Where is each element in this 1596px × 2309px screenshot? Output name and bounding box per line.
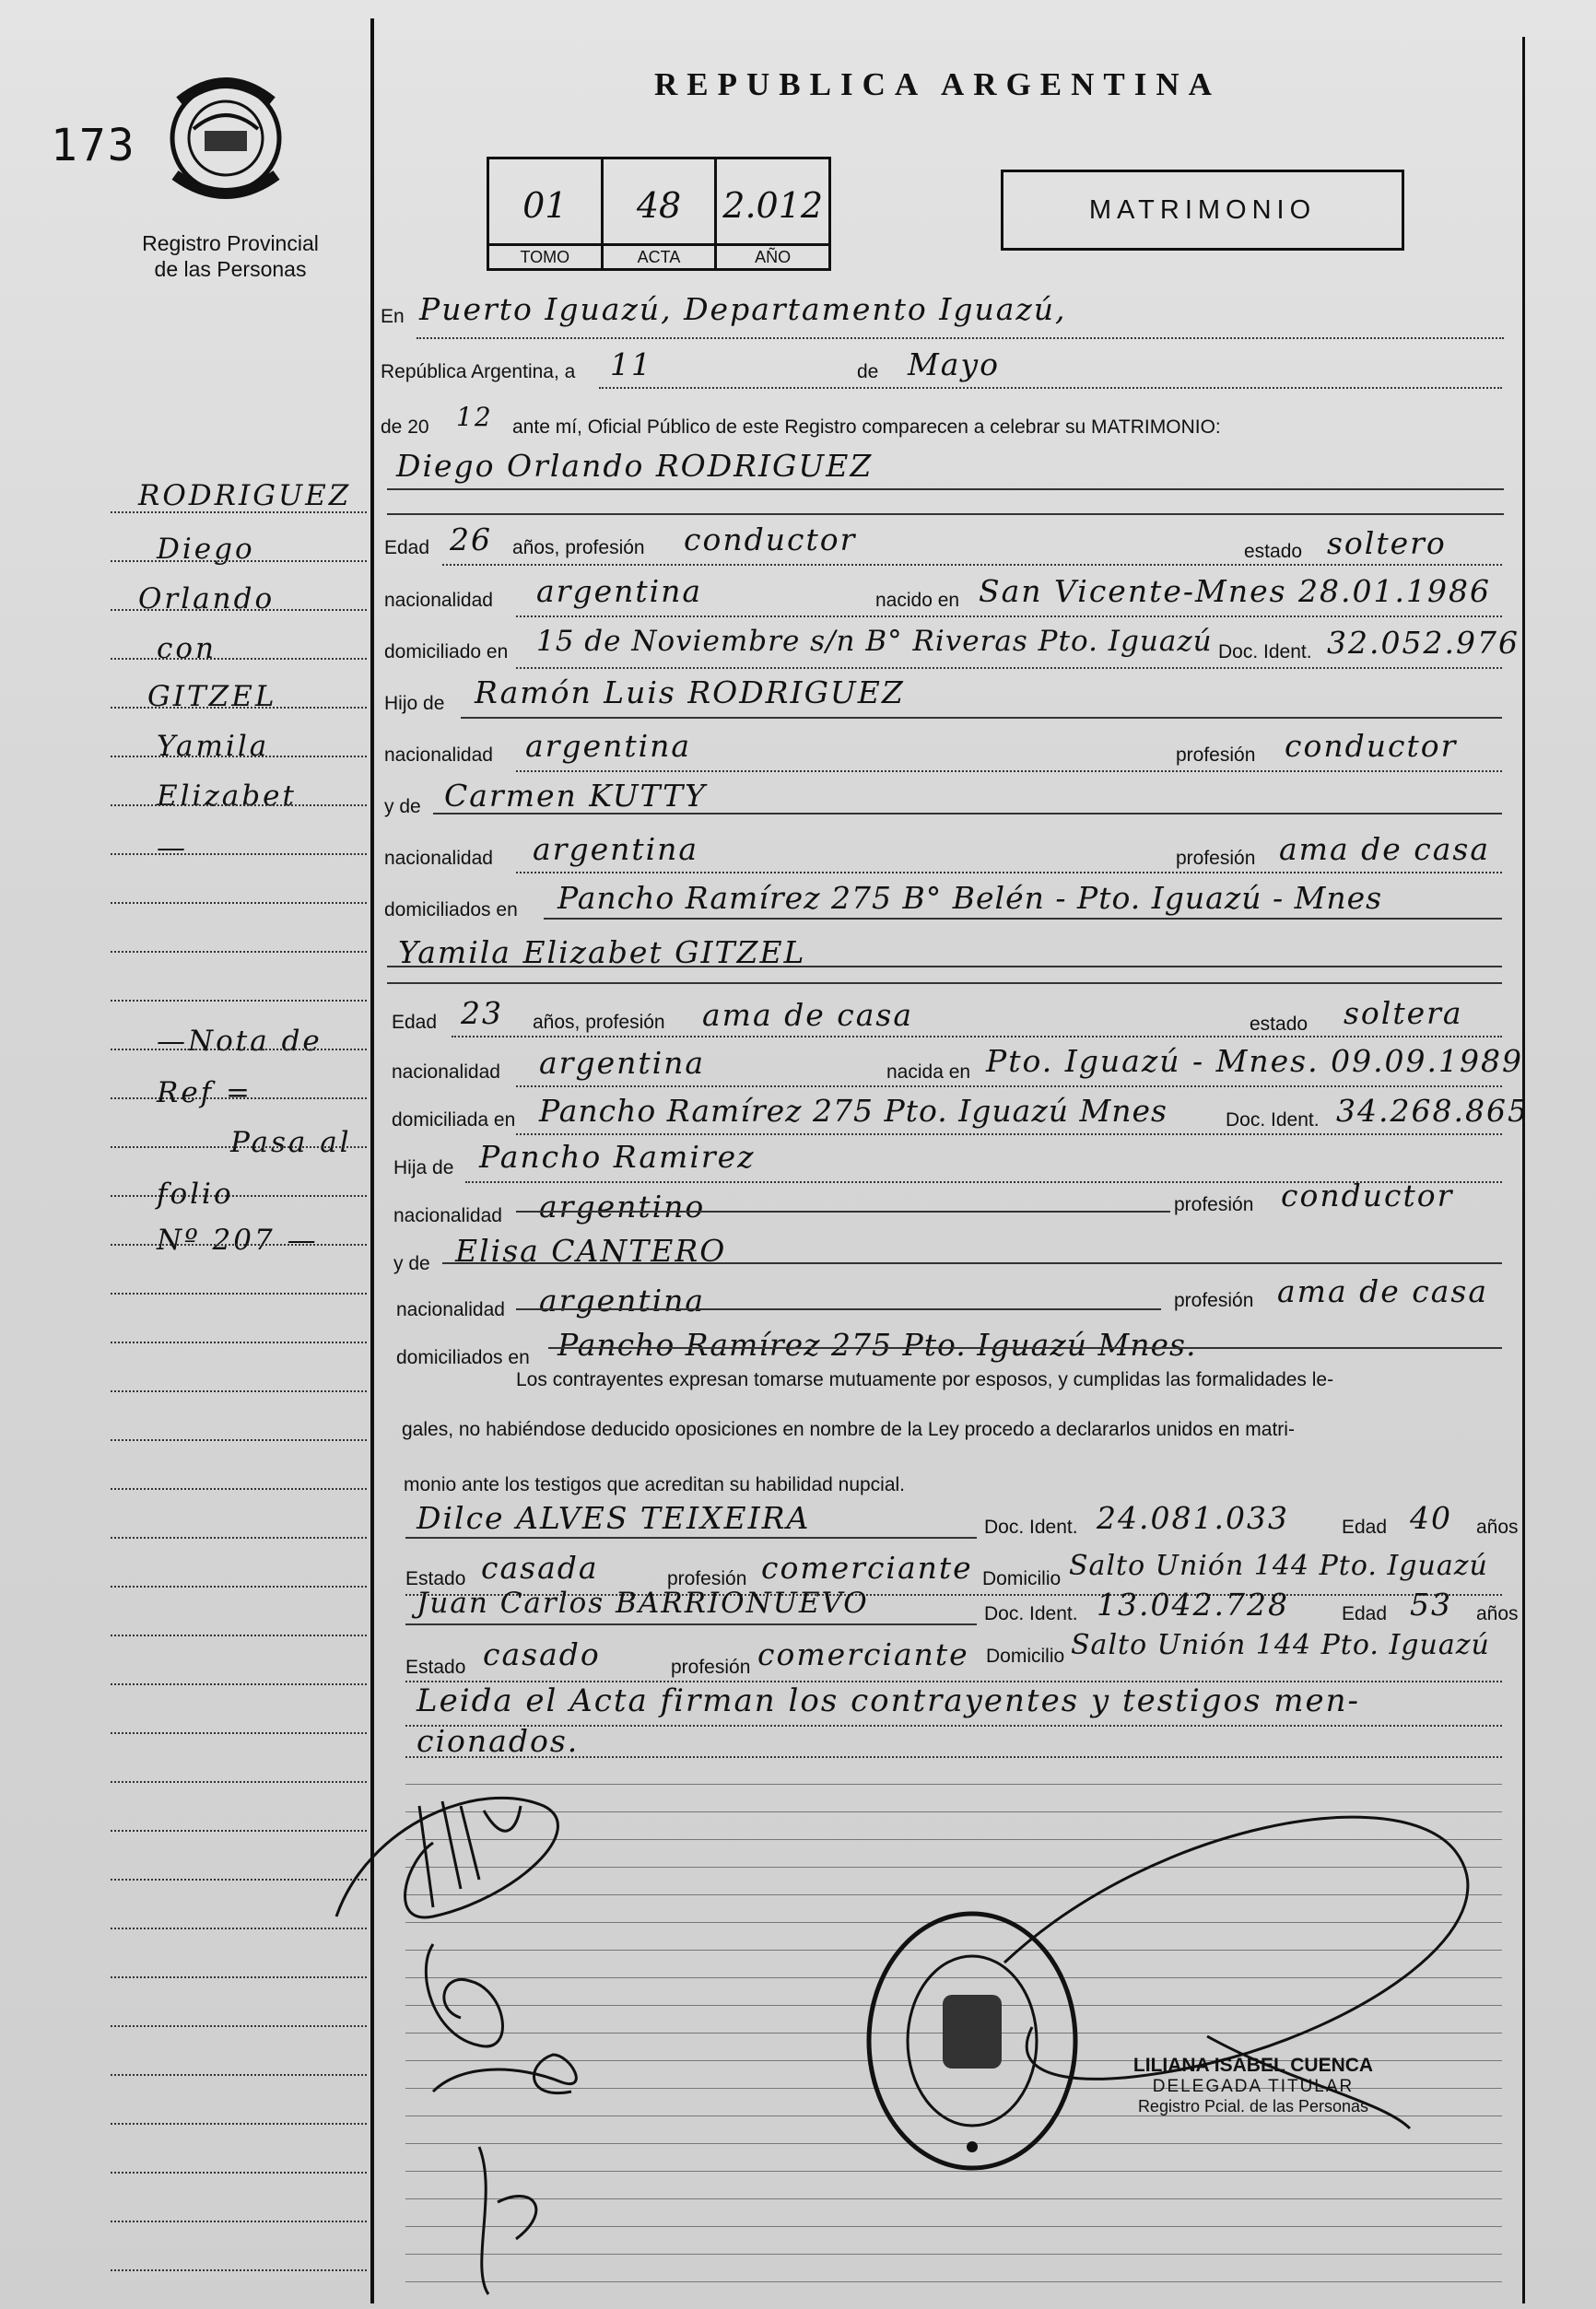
- profesion-label: profesión: [1176, 744, 1256, 766]
- bride-profession: ama de casa: [702, 997, 914, 1033]
- margin-line: [111, 1976, 367, 1978]
- domiciliada-label: domiciliada en: [392, 1109, 516, 1131]
- margin-line: [111, 1293, 367, 1295]
- profesion-label: profesión: [671, 1657, 751, 1678]
- ruled-line: [405, 2198, 1502, 2199]
- groom-parents-address: Pancho Ramírez 275 B° Belén - Pto. Iguazú - Mnes: [557, 880, 1383, 916]
- witness2-address: Salto Unión 144 Pto. Iguazú: [1071, 1629, 1490, 1661]
- line: [387, 513, 1504, 515]
- formal-text-2: gales, no habiéndose deducido oposiciones en nombre de la Ley procedo a declararlos unidos en matri-: [402, 1419, 1295, 1440]
- profesion-label: profesión: [1176, 848, 1256, 869]
- record-box: [487, 157, 831, 271]
- registry-seal-icon: [862, 1907, 1083, 2174]
- line: [516, 1085, 1502, 1087]
- line: [516, 615, 1502, 617]
- line: [516, 770, 1502, 772]
- margin-line: [111, 1000, 367, 1002]
- doc-label: Doc. Ident.: [984, 1517, 1078, 1538]
- ruled-line: [405, 1867, 1502, 1868]
- margin-line: [111, 707, 367, 709]
- ruled-line: [405, 1811, 1502, 1812]
- bride-birth: Pto. Iguazú - Mnes. 09.09.1989: [986, 1043, 1524, 1079]
- groom-estado: soltero: [1327, 525, 1447, 561]
- doc-label: Doc. Ident.: [1218, 641, 1312, 662]
- margin-line: [111, 609, 367, 611]
- acta-label: ACTA: [604, 243, 715, 268]
- right-border: [1522, 37, 1525, 2303]
- margin-note: Orlando: [138, 582, 276, 615]
- ruled-line: [405, 2254, 1502, 2255]
- anios-profesion-label: años, profesión: [512, 537, 645, 558]
- closing-line-1: Leida el Acta firman los contrayentes y testigos men-: [417, 1682, 1360, 1719]
- doc-label: Doc. Ident.: [984, 1603, 1078, 1624]
- tomo-value: 01: [522, 185, 568, 226]
- line: [442, 564, 1502, 566]
- line: [461, 717, 1502, 719]
- bride-estado: soltera: [1344, 995, 1463, 1031]
- bride-name: Yamila Elizabet GITZEL: [398, 934, 806, 970]
- domicilio-label: Domicilio: [986, 1646, 1065, 1667]
- domiciliados-label: domiciliados en: [396, 1347, 530, 1368]
- estado-label: Estado: [405, 1568, 466, 1589]
- nacionalidad-label: nacionalidad: [392, 1061, 500, 1083]
- margin-line: [111, 902, 367, 904]
- registry-line-1: Registro Provincial: [142, 231, 319, 255]
- document-title: REPUBLICA ARGENTINA: [654, 66, 1221, 102]
- domicilio-label: Domicilio: [982, 1568, 1062, 1589]
- margin-note: Elizabet: [157, 779, 297, 813]
- witness2-estado: casado: [483, 1636, 601, 1672]
- margin-line: [111, 1195, 367, 1197]
- anio-value: 2.012: [722, 185, 824, 226]
- hijo-label: Hijo de: [384, 693, 445, 714]
- margin-line: [111, 1683, 367, 1685]
- margin-line: [111, 2172, 367, 2174]
- margin-note: Diego: [157, 533, 255, 566]
- margin-note: GITZEL: [147, 680, 277, 713]
- tomo-label: TOMO: [489, 243, 601, 268]
- officer-title: DELEGADA TITULAR: [1152, 2077, 1355, 2096]
- line: [433, 813, 1502, 815]
- day-value: 11: [610, 346, 652, 382]
- margin-line: [111, 1146, 367, 1148]
- margin-line: [111, 1097, 367, 1099]
- nacida-label: nacida en: [886, 1061, 971, 1083]
- province-logo-icon: [157, 64, 295, 212]
- margin-line: [111, 2025, 367, 2027]
- ruled-line: [405, 1784, 1502, 1785]
- line: [548, 1347, 1502, 1349]
- line: [405, 1756, 1502, 1758]
- nacionalidad-label: nacionalidad: [384, 848, 493, 869]
- anio-label: AÑO: [717, 243, 828, 268]
- signature-4: [479, 2147, 536, 2294]
- ante-label: ante mí, Oficial Público de este Registro comparecen a celebrar su MATRIMONIO:: [512, 416, 1221, 438]
- margin-line: [111, 1781, 367, 1783]
- bride-nationality: argentina: [539, 1045, 706, 1081]
- formal-text-1: Los contrayentes expresan tomarse mutuamente por esposos, y cumplidas las formalidades le-: [516, 1369, 1334, 1390]
- margin-note: —Nota de: [157, 1025, 323, 1058]
- bride-address: Pancho Ramírez 275 Pto. Iguazú Mnes: [539, 1093, 1168, 1129]
- margin-note: Nº 207 —: [157, 1224, 319, 1257]
- margin-note: Pasa al: [230, 1126, 352, 1159]
- nacionalidad-label: nacionalidad: [393, 1205, 502, 1226]
- witness1-estado: casada: [481, 1550, 599, 1586]
- ruled-line: [405, 1839, 1502, 1840]
- officer-name: LILIANA ISABEL CUENCA: [1132, 2055, 1374, 2076]
- margin-line: [111, 1488, 367, 1490]
- margin-line: [111, 1049, 367, 1050]
- margin-line: [111, 2123, 367, 2125]
- republica-label: República Argentina, a: [381, 361, 576, 382]
- margin-line: [111, 2269, 367, 2271]
- nacionalidad-label: nacionalidad: [396, 1299, 505, 1320]
- line: [452, 1036, 1502, 1037]
- year-suffix: 12: [456, 402, 493, 432]
- margin-line: [111, 560, 367, 562]
- line: [544, 918, 1502, 920]
- margin-line: [111, 804, 367, 806]
- bride-mother-nat: argentina: [539, 1283, 706, 1319]
- domiciliado-label: domiciliado en: [384, 641, 509, 662]
- groom-father-prof: conductor: [1285, 728, 1458, 764]
- groom-mother-prof: ama de casa: [1279, 831, 1491, 867]
- line: [516, 667, 1502, 669]
- acta-cell: [604, 159, 718, 268]
- nacionalidad-label: nacionalidad: [384, 744, 493, 766]
- line: [387, 982, 1502, 984]
- witness1-address: Salto Unión 144 Pto. Iguazú: [1069, 1550, 1488, 1582]
- bride-father-nat: argentino: [539, 1189, 706, 1225]
- margin-line: [111, 756, 367, 757]
- margin-line: [111, 2074, 367, 2076]
- margin-note: folio: [157, 1178, 234, 1211]
- formal-text-3: monio ante los testigos que acreditan su habilidad nupcial.: [404, 1474, 906, 1495]
- bride-mother: Elisa CANTERO: [455, 1233, 727, 1269]
- nacido-label: nacido en: [875, 590, 960, 611]
- nacionalidad-label: nacionalidad: [384, 590, 493, 611]
- ruled-line: [405, 1894, 1502, 1895]
- domiciliados-label: domiciliados en: [384, 899, 518, 920]
- officer-office: Registro Pcial. de las Personas: [1137, 2097, 1369, 2116]
- margin-line: [111, 1537, 367, 1539]
- witness2-profession: comerciante: [757, 1636, 969, 1672]
- yde-label: y de: [384, 796, 421, 817]
- edad-label: Edad: [1342, 1603, 1388, 1624]
- groom-father: Ramón Luis RODRIGUEZ: [475, 674, 905, 710]
- estado-label: estado: [1250, 1014, 1308, 1035]
- witness1-doc: 24.081.033: [1097, 1500, 1289, 1536]
- margin-line: [111, 2221, 367, 2222]
- estado-label: estado: [1244, 541, 1303, 562]
- bride-parents-address: Pancho Ramírez 275 Pto. Iguazú Mnes.: [557, 1327, 1197, 1363]
- witness1-profession: comerciante: [761, 1550, 973, 1586]
- margin-line: [111, 1928, 367, 1929]
- bride-father-prof: conductor: [1281, 1178, 1454, 1213]
- margin-line: [111, 1635, 367, 1636]
- bride-mother-prof: ama de casa: [1277, 1273, 1489, 1309]
- witness2-age: 53: [1410, 1587, 1452, 1623]
- groom-age: 26: [450, 522, 492, 557]
- groom-nationality: argentina: [536, 573, 703, 609]
- margin-line: [111, 658, 367, 660]
- anio-cell: [717, 159, 828, 268]
- witness2-doc: 13.042.728: [1097, 1587, 1289, 1623]
- line: [516, 1211, 1170, 1213]
- groom-name: Diego Orlando RODRIGUEZ: [396, 448, 874, 484]
- line: [405, 1537, 977, 1539]
- edad-label: Edad: [392, 1012, 438, 1033]
- de-label: de: [857, 361, 879, 382]
- margin-note: con: [157, 632, 217, 665]
- bride-age: 23: [461, 995, 503, 1031]
- profesion-label: profesión: [667, 1568, 747, 1589]
- page-number: 173: [51, 120, 136, 171]
- line: [516, 1308, 1161, 1310]
- margin-line: [111, 853, 367, 855]
- line: [387, 966, 1502, 967]
- doc-label: Doc. Ident.: [1226, 1109, 1320, 1131]
- groom-doc: 32.052.976: [1327, 625, 1520, 661]
- record-type-box: MATRIMONIO: [1001, 170, 1404, 251]
- margin-divider: [370, 18, 374, 2303]
- margin-note: Yamila: [157, 730, 270, 763]
- ruled-line: [405, 2281, 1502, 2282]
- groom-father-nat: argentina: [525, 728, 692, 764]
- year-label: de 20: [381, 416, 429, 438]
- place-value: Puerto Iguazú, Departamento Iguazú,: [419, 291, 1067, 327]
- witness2-name: Juan Carlos BARRIONUEVO: [417, 1587, 869, 1620]
- margin-note: —: [157, 831, 188, 864]
- anios-label: años: [1476, 1517, 1519, 1538]
- margin-line: [111, 1342, 367, 1343]
- margin-line: [111, 1244, 367, 1246]
- edad-label: Edad: [384, 537, 430, 558]
- margin-line: [111, 1439, 367, 1441]
- closing-line-2: cionados.: [417, 1723, 580, 1759]
- witness1-age: 40: [1410, 1500, 1452, 1536]
- margin-line: [111, 1830, 367, 1832]
- line: [417, 337, 1504, 339]
- margin-line: [111, 1879, 367, 1881]
- officer-stamp: [1060, 2055, 1447, 2116]
- margin-line: [111, 951, 367, 953]
- profesion-label: profesión: [1174, 1290, 1254, 1311]
- tomo-cell: [489, 159, 604, 268]
- anios-label: años: [1476, 1603, 1519, 1624]
- line: [599, 387, 1502, 389]
- ruled-line: [405, 2226, 1502, 2227]
- yde-label: y de: [393, 1253, 430, 1274]
- anios-profesion-label: años, profesión: [533, 1012, 665, 1033]
- registry-name: [111, 230, 350, 282]
- signature-2: [426, 1944, 502, 2046]
- acta-value: 48: [636, 185, 682, 226]
- margin-note: RODRIGUEZ: [138, 479, 352, 512]
- groom-birth: San Vicente-Mnes 28.01.1986: [979, 573, 1491, 609]
- bride-father: Pancho Ramirez: [479, 1139, 756, 1175]
- line: [516, 1133, 1502, 1135]
- profesion-label: profesión: [1174, 1194, 1254, 1215]
- witness1-name: Dilce ALVES TEIXEIRA: [417, 1500, 811, 1536]
- en-label: En: [381, 306, 405, 327]
- groom-address: 15 de Noviembre s/n B° Riveras Pto. Iguazú: [536, 625, 1213, 658]
- margin-line: [111, 1390, 367, 1392]
- margin-line: [111, 1732, 367, 1734]
- line: [516, 872, 1502, 873]
- estado-label: Estado: [405, 1657, 466, 1678]
- line: [442, 1262, 1502, 1264]
- hija-label: Hija de: [393, 1157, 454, 1178]
- bride-doc: 34.268.865: [1336, 1093, 1529, 1129]
- edad-label: Edad: [1342, 1517, 1388, 1538]
- groom-mother: Carmen KUTTY: [444, 778, 707, 814]
- margin-line: [111, 1586, 367, 1588]
- registry-line-2: de las Personas: [154, 257, 307, 281]
- margin-note: Ref =: [157, 1076, 252, 1109]
- groom-mother-nat: argentina: [533, 831, 699, 867]
- groom-profession: conductor: [684, 522, 857, 557]
- margin-line: [111, 511, 367, 513]
- line: [405, 1623, 977, 1625]
- line: [387, 488, 1504, 490]
- month-value: Mayo: [908, 346, 1000, 382]
